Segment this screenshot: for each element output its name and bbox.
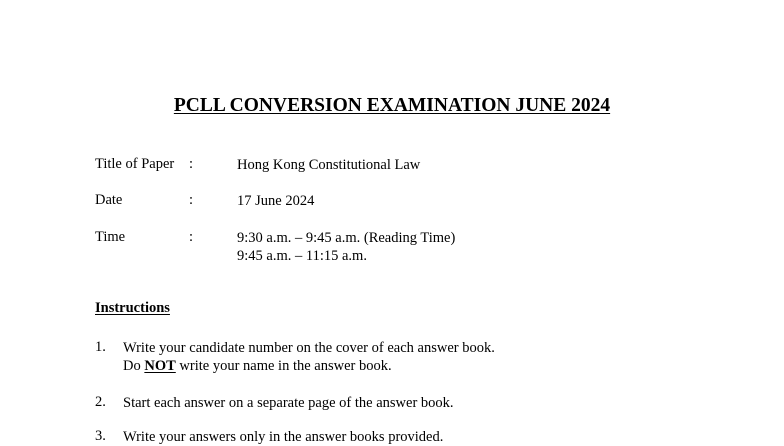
instruction-number: 1. xyxy=(95,339,106,355)
paper-title-value: Hong Kong Constitutional Law xyxy=(237,157,421,173)
instruction-emphasis: NOT xyxy=(144,358,176,374)
instruction-number: 2. xyxy=(95,394,106,410)
instructions-heading: Instructions xyxy=(95,300,170,316)
paper-title-label: Title of Paper xyxy=(95,156,175,172)
instruction-text: Start each answer on a separate page of the answer book. xyxy=(123,395,454,411)
date-colon: : xyxy=(189,192,194,208)
instruction-number: 3. xyxy=(95,428,106,444)
time-colon: : xyxy=(189,229,194,245)
instruction-text-post: write your name in the answer book. xyxy=(175,358,392,374)
exam-title: PCLL CONVERSION EXAMINATION JUNE 2024 xyxy=(173,95,611,116)
instruction-text-continued xyxy=(123,357,392,375)
instruction-text: Write your candidate number on the cover of each answer book. xyxy=(123,340,495,356)
date-value: 17 June 2024 xyxy=(237,193,315,209)
paper-title-colon: : xyxy=(189,156,194,172)
time-label: Time xyxy=(95,229,126,245)
date-label: Date xyxy=(95,192,123,208)
time-value-reading: 9:30 a.m. – 9:45 a.m. (Reading Time) xyxy=(237,230,456,246)
time-value-writing: 9:45 a.m. – 11:15 a.m. xyxy=(237,248,367,264)
instruction-text: Write your answers only in the answer books provided. xyxy=(123,429,444,445)
instruction-text-pre: Do xyxy=(123,358,145,374)
